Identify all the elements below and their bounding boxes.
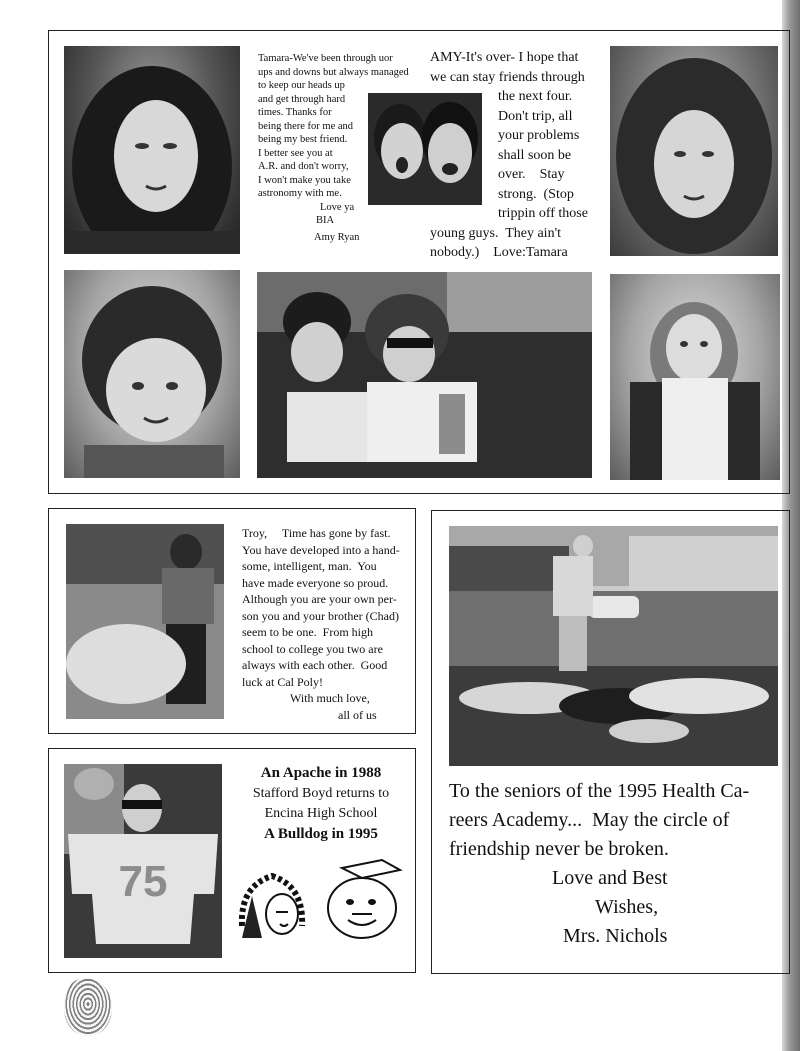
football-jersey-photo [64, 764, 222, 958]
bulldog-logo [322, 858, 404, 942]
troy-note-line: always with each other. Good [242, 658, 388, 672]
amy-note [430, 48, 594, 263]
amy-note-line: Don't trip, all [498, 108, 573, 124]
amy-note-line: strong. (Stop [498, 186, 574, 202]
amy-note-line: your problems [498, 128, 580, 143]
nichols-note [449, 777, 780, 951]
tamara-note-line: to keep our heads up [258, 80, 345, 91]
tamara-note-line: I won't make you take [258, 174, 351, 186]
stafford-note [228, 763, 414, 845]
amy-note-line: shall soon be [498, 147, 572, 163]
two-girls-couch-photo [257, 272, 592, 478]
amy-note-line: we can stay friends through [430, 69, 585, 85]
tamara-note-line: ups and downs but always managed [258, 66, 409, 78]
portrait-curly-hair-girl [610, 46, 778, 256]
nichols-note-closing: Love and Best [552, 867, 668, 889]
fingerprint-smudge [64, 978, 112, 1036]
boy-on-horse-photo [66, 524, 224, 719]
amy-note-line: young guys. They ain't [430, 225, 561, 241]
little-girl-drawing [610, 274, 780, 480]
bulldog-graduate-icon [322, 858, 404, 942]
troy-note-line: You have developed into a hand- [242, 542, 400, 557]
jersey-photo-drawing [64, 764, 222, 958]
troy-note-line: some, intelligent, man. You [242, 559, 377, 573]
troy-note-line: seem to be one. From high [242, 625, 373, 639]
amy-note-line: nobody.) Love:Tamara [430, 245, 568, 260]
amy-note-line: trippin off those [498, 206, 588, 221]
stafford-note-line: Encina High School [264, 806, 378, 821]
stafford-note-bulldog-text: A Bulldog in 1995 [264, 826, 378, 842]
horse-photo-drawing [66, 524, 224, 719]
amy-note-line: AMY-It's over- I hope that [430, 50, 579, 65]
portrait-drawing [64, 46, 240, 254]
tamara-note-initials: BIA [316, 215, 335, 226]
grass-photo-drawing [449, 526, 778, 766]
stafford-note-apache-text: An Apache in 1988 [260, 765, 382, 781]
amy-note-line: over. Stay [498, 167, 565, 182]
tamara-note-line: and get through hard [258, 93, 346, 105]
portrait-drawing [610, 46, 778, 256]
troy-note-line: Although you are your own per- [242, 592, 397, 606]
nichols-note-line: reers Academy... May the circle of [449, 809, 730, 831]
troy-note-signature: all of us [338, 707, 377, 722]
stafford-note-apache [228, 763, 414, 784]
tamara-note-line: Tamara-We've been through uor [258, 53, 393, 64]
child-portrait-bangs [64, 270, 240, 478]
troy-note-line: luck at Cal Poly! [242, 674, 323, 689]
troy-note-line: school to college you two are [242, 641, 383, 656]
tamara-note-line: A.R. and don't worry, [258, 161, 349, 172]
child-portrait-drawing [64, 270, 240, 478]
apache-logo [232, 866, 312, 944]
amy-note-line: the next four. [498, 89, 573, 104]
tamara-note-line: times. Thanks for [258, 107, 332, 118]
tamara-note-closing: Love ya [320, 201, 355, 213]
tamara-note-signature: Amy Ryan [314, 231, 360, 243]
nichols-note-closing: Wishes, [595, 896, 659, 918]
tamara-note-line: I better see you at [258, 147, 333, 159]
tamara-note-line: being there for me and [258, 120, 354, 132]
students-lying-on-grass-photo [449, 526, 778, 766]
troy-note [242, 525, 406, 723]
troy-note-line: son you and your brother (Chad) [242, 608, 399, 623]
nichols-note-line: To the seniors of the 1995 Health Ca- [449, 780, 750, 802]
portrait-dark-hair-girl [64, 46, 240, 254]
stafford-note-bulldog [228, 824, 414, 845]
apache-headdress-icon [232, 866, 312, 944]
couch-photo-drawing [257, 272, 592, 478]
jersey-number: 75 [118, 857, 168, 906]
tamara-note-line: astronomy with me. [258, 188, 342, 199]
stafford-note-line: Stafford Boyd returns to [252, 786, 390, 801]
little-girl-pinafore-photo [610, 274, 780, 480]
troy-note-line: Troy, Time has gone by fast. [242, 526, 391, 540]
nichols-note-signature: Mrs. Nichols [563, 925, 668, 947]
troy-note-closing: With much love, [290, 691, 370, 705]
nichols-note-line: friendship never be broken. [449, 838, 669, 860]
troy-note-line: have made everyone so proud. [242, 575, 389, 590]
tamara-note-line: being my best friend. [258, 134, 348, 145]
